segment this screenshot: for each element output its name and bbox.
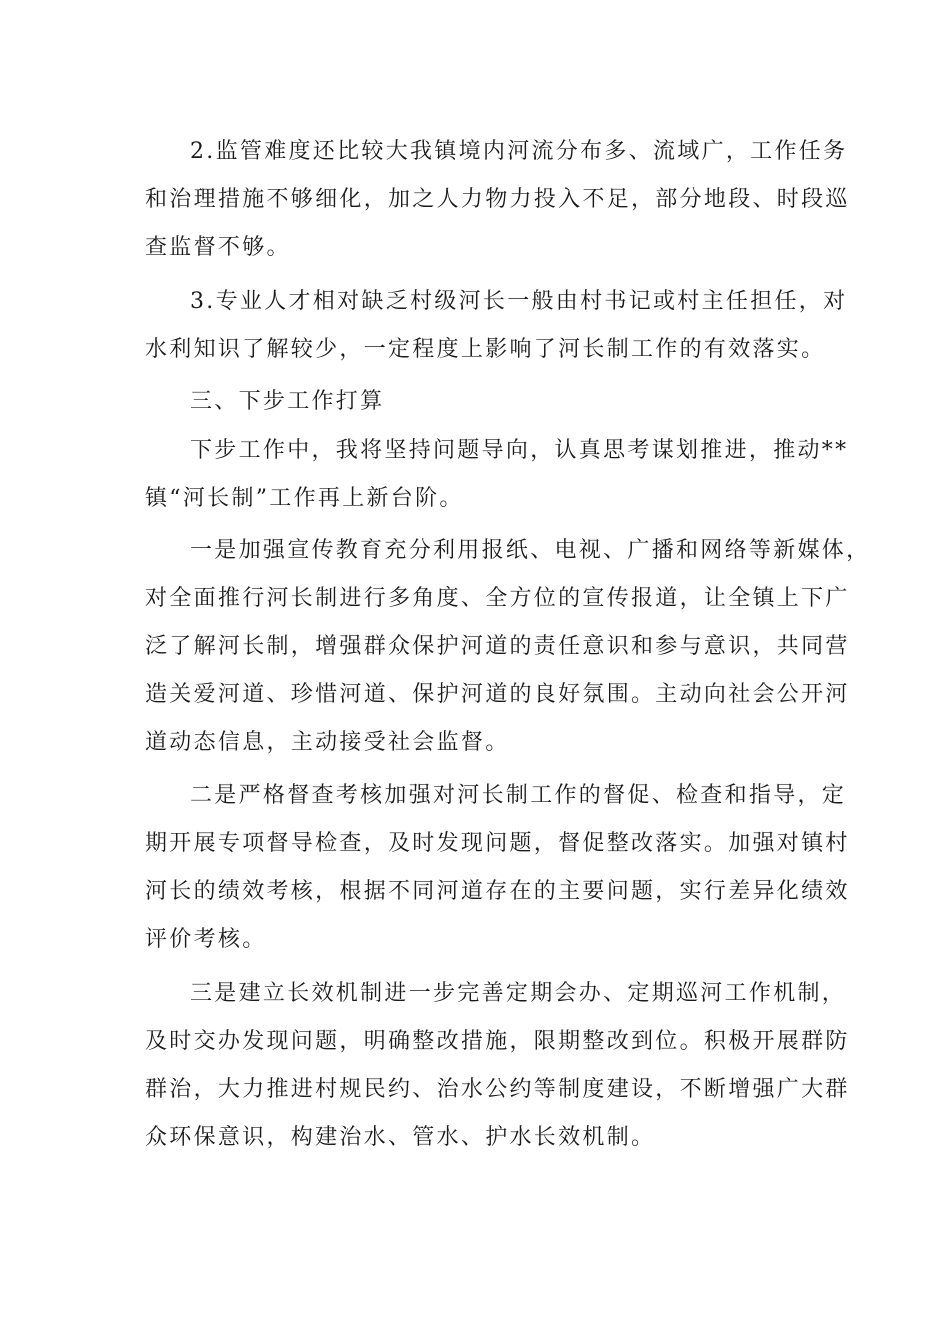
text-line: 众环保意识，构建治水、管水、护水长效机制。 (145, 1125, 656, 1150)
text-line: 和治理措施不够细化，加之人力物力投入不足，部分地段、时段巡 (145, 187, 850, 212)
text-line: 镇“河长制”工作再上新台阶。 (145, 486, 464, 511)
text-line: 水利知识了解较少，一定程度上影响了河长制工作的有效落实。 (145, 337, 826, 362)
text-line: 三是建立长效机制进一步完善定期会办、定期巡河工作机制， (190, 981, 847, 1006)
text-line: 期开展专项督导检查，及时发现问题，督促整改落实。加强对镇村 (145, 831, 850, 856)
text-line: 一是加强宣传教育充分利用报纸、电视、广播和网络等新媒体， (190, 538, 871, 563)
text-line: 群治，大力推进村规民约、治水公约等制度建设，不断增强广大群 (145, 1077, 850, 1102)
text-line: 二是严格督查考核加强对河长制工作的督促、检查和指导，定 (190, 783, 847, 808)
text-line: 查监督不够。 (145, 235, 291, 260)
text-line: 2.监管难度还比较大我镇境内河流分布多、流域广，工作任务 (190, 139, 848, 164)
text-line: 评价考核。 (145, 927, 267, 952)
text-line: 及时交办发现问题，明确整改措施，限期整改到位。积极开展群防 (145, 1029, 850, 1054)
text-line: 道动态信息，主动接受社会监督。 (145, 730, 510, 755)
text-line: 造关爱河道、珍惜河道、保护河道的良好氛围。主动向社会公开河 (145, 682, 850, 707)
text-line: 泛了解河长制，增强群众保护河道的责任意识和参与意识，共同营 (145, 634, 850, 659)
text-line: 3.专业人才相对缺乏村级河长一般由村书记或村主任担任，对 (190, 289, 848, 314)
text-line: 对全面推行河长制进行多角度、全方位的宣传报道，让全镇上下广 (145, 586, 850, 611)
text-line: 下步工作中，我将坚持问题导向，认真思考谋划推进，推动** (190, 438, 849, 463)
heading-text: 三、下步工作打算 (190, 389, 385, 414)
text-line: 河长的绩效考核，根据不同河道存在的主要问题，实行差异化绩效 (145, 879, 850, 904)
